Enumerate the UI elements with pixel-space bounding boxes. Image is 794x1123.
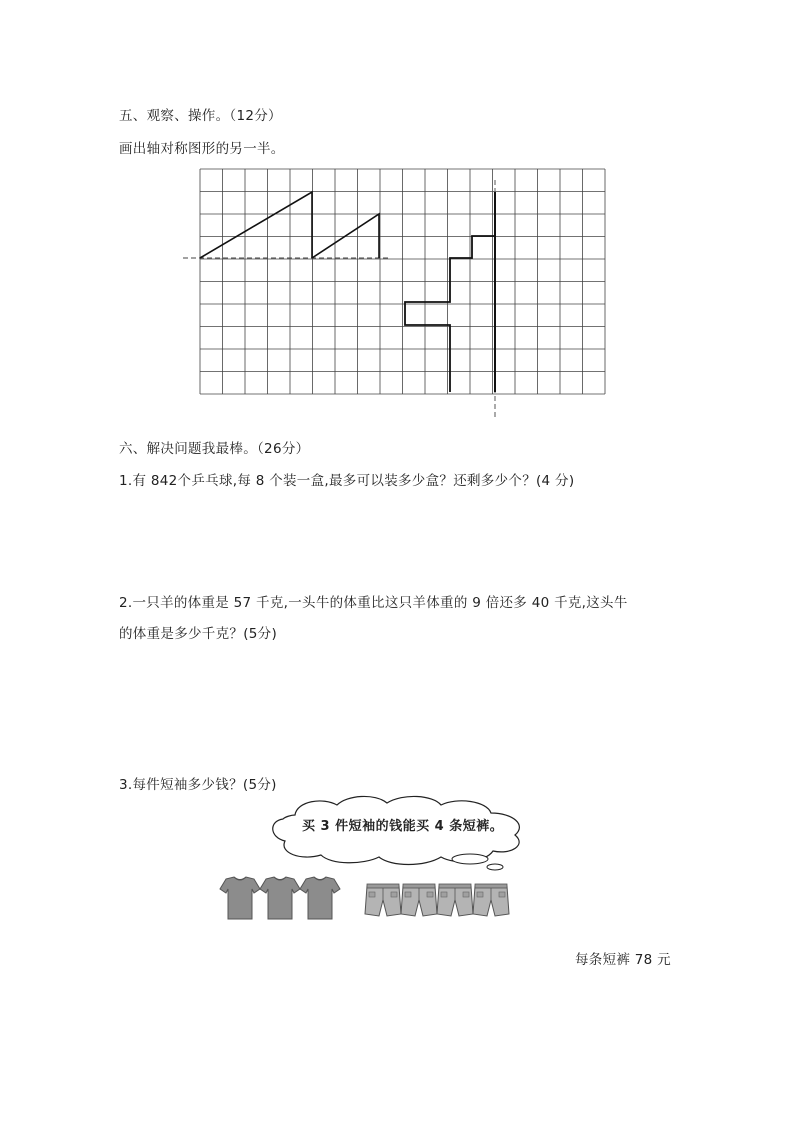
question-2-line-1: 2.一只羊的体重是 57 千克,一头牛的体重比这只羊体重的 9 倍还多 40 千克,这头牛 bbox=[119, 595, 628, 611]
section-5-instruction: 画出轴对称图形的另一半。 bbox=[119, 141, 285, 157]
shorts-price: 每条短裤 78 元 bbox=[575, 952, 671, 968]
section-5-heading: 五、观察、操作。（12分） bbox=[119, 108, 282, 124]
t-shirt-icon bbox=[260, 877, 300, 919]
question-1: 1.有 842个乒乓球,每 8 个装一盒,最多可以装多少盒？还剩多少个？(4 分) bbox=[119, 473, 575, 489]
shorts-icon bbox=[437, 884, 473, 916]
large-triangle-half bbox=[200, 192, 312, 258]
shorts-icon bbox=[401, 884, 437, 916]
grid-lines bbox=[200, 169, 605, 394]
question-3: 3.每件短袖多少钱？(5分) bbox=[119, 777, 277, 793]
shorts-icon bbox=[473, 884, 509, 916]
t-shirt-icon bbox=[300, 877, 340, 919]
section-6-heading: 六、解决问题我最棒。（26分） bbox=[119, 441, 310, 457]
small-triangle-half bbox=[312, 214, 379, 258]
clothes-illustration bbox=[215, 872, 515, 922]
shorts-icon bbox=[365, 884, 401, 916]
t-shirt-icon bbox=[220, 877, 260, 919]
question-2-line-2: 的体重是多少千克？(5分) bbox=[119, 626, 278, 642]
bubble-text: 买 3 件短袖的钱能买 4 条短裤。 bbox=[302, 819, 504, 834]
